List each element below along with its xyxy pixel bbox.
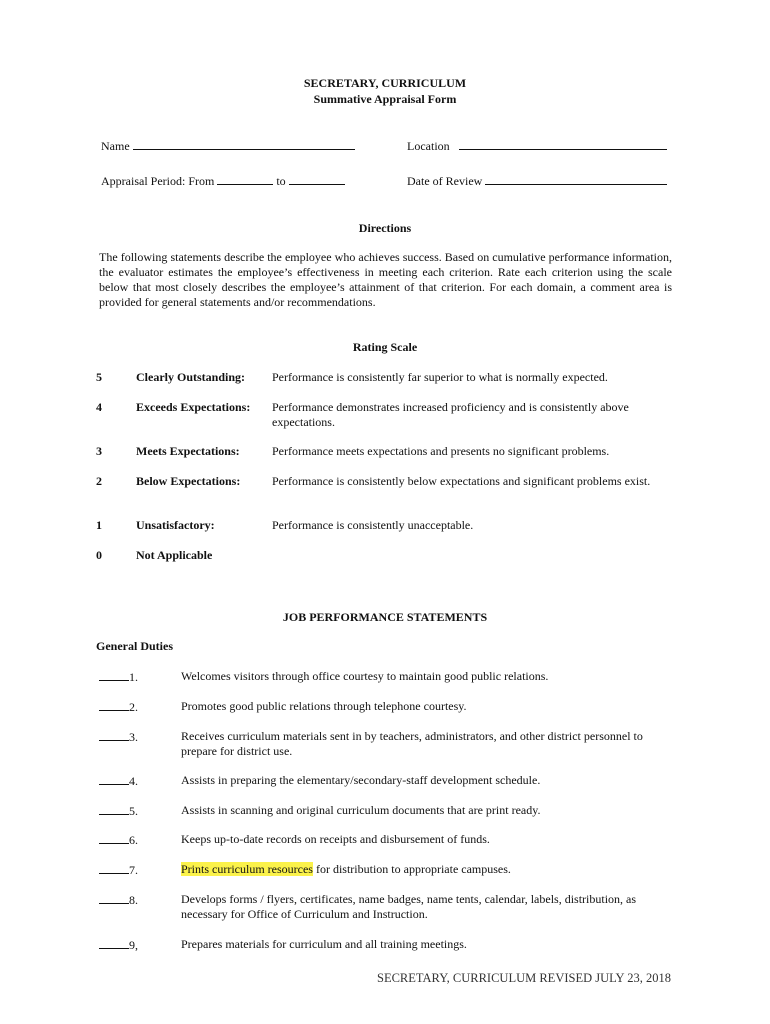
rating-label: Not Applicable bbox=[136, 548, 213, 562]
form-title: SECRETARY, CURRICULUM bbox=[303, 76, 467, 90]
rating-number: 3 bbox=[96, 444, 102, 458]
directions-heading: Directions bbox=[358, 221, 412, 235]
rating-number: 0 bbox=[96, 548, 102, 562]
review-date-field[interactable] bbox=[407, 172, 667, 189]
rating-description: Performance demonstrates increased proficiency and is consistently above expectations. bbox=[272, 400, 629, 429]
rating-label: Unsatisfactory: bbox=[136, 518, 215, 532]
statement-text: Receives curriculum materials sent in by teachers, administrators, and other district personnel to prepare for district use. bbox=[181, 729, 643, 758]
location-field[interactable] bbox=[407, 137, 667, 154]
statement-text: Develops forms / flyers, certificates, name badges, name tents, calendar, labels, distribution, as necessary for Office of Curriculum and Instruction. bbox=[181, 892, 637, 921]
statement-text: Assists in scanning and original curriculum documents that are print ready. bbox=[181, 803, 541, 817]
rating-number: 5 bbox=[96, 370, 102, 384]
rating-label: Below Expectations: bbox=[136, 474, 241, 488]
statement-text: Prints curriculum resources for distribution to appropriate campuses. bbox=[181, 862, 511, 876]
rating-blank[interactable]: 7. bbox=[99, 862, 138, 878]
rating-description: Performance is consistently below expectations and significant problems exist. bbox=[272, 474, 651, 488]
statement-text: Keeps up-to-date records on receipts and disbursement of funds. bbox=[181, 832, 490, 846]
highlighted-text: Prints curriculum resources bbox=[181, 862, 313, 876]
review-date-line bbox=[485, 172, 667, 185]
rating-blank[interactable]: 1. bbox=[99, 669, 138, 685]
statement-text: Promotes good public relations through telephone courtesy. bbox=[181, 699, 467, 713]
statement-text: Welcomes visitors through office courtesy to maintain good public relations. bbox=[181, 669, 549, 683]
location-label: Location bbox=[407, 139, 450, 153]
rating-blank[interactable]: 4. bbox=[99, 773, 138, 789]
period-to-label: to bbox=[276, 174, 286, 188]
rating-description: Performance is consistently far superior to what is normally expected. bbox=[272, 370, 608, 384]
appraisal-period-field[interactable] bbox=[101, 172, 345, 189]
rating-label: Exceeds Expectations: bbox=[136, 400, 251, 414]
rating-blank[interactable]: 9, bbox=[99, 937, 138, 953]
rating-blank[interactable]: 5. bbox=[99, 803, 138, 819]
form-subtitle: Summative Appraisal Form bbox=[313, 92, 457, 106]
period-from-line bbox=[217, 172, 273, 185]
name-line bbox=[133, 137, 355, 150]
rating-description: Performance meets expectations and presents no significant problems. bbox=[272, 444, 610, 458]
rating-blank[interactable]: 8. bbox=[99, 892, 138, 908]
rating-blank[interactable]: 2. bbox=[99, 699, 138, 715]
page-footer: SECRETARY, CURRICULUM REVISED JULY 23, 2018 bbox=[377, 971, 671, 985]
statement-text: Assists in preparing the elementary/secondary-staff development schedule. bbox=[181, 773, 541, 787]
period-to-line bbox=[289, 172, 345, 185]
rating-number: 4 bbox=[96, 400, 102, 414]
name-label: Name bbox=[101, 139, 130, 153]
location-line bbox=[459, 137, 667, 150]
statements-heading: JOB PERFORMANCE STATEMENTS bbox=[282, 610, 488, 624]
rating-blank[interactable]: 3. bbox=[99, 729, 138, 745]
name-field[interactable] bbox=[101, 137, 355, 154]
statement-text: Prepares materials for curriculum and all training meetings. bbox=[181, 937, 467, 951]
rating-number: 1 bbox=[96, 518, 102, 532]
rating-number: 2 bbox=[96, 474, 102, 488]
rating-description: Performance is consistently unacceptable. bbox=[272, 518, 474, 532]
rating-blank[interactable]: 6. bbox=[99, 832, 138, 848]
rating-label: Clearly Outstanding: bbox=[136, 370, 246, 384]
rating-scale-heading: Rating Scale bbox=[352, 340, 418, 354]
rating-label: Meets Expectations: bbox=[136, 444, 240, 458]
directions-text: The following statements describe the employee who achieves success. Based on cumulative performance information, the evaluator estimates the employee’s effectiveness in meeting each criterion. Rate each criterion using the scale below that most closely describes the employee’s attainment of that criterion. For each domain, a comment area is provided for general statements and/or recommendations. bbox=[99, 250, 672, 309]
section-heading: General Duties bbox=[96, 639, 173, 653]
review-date-label: Date of Review bbox=[407, 174, 483, 188]
period-from-label: Appraisal Period: From bbox=[101, 174, 215, 188]
